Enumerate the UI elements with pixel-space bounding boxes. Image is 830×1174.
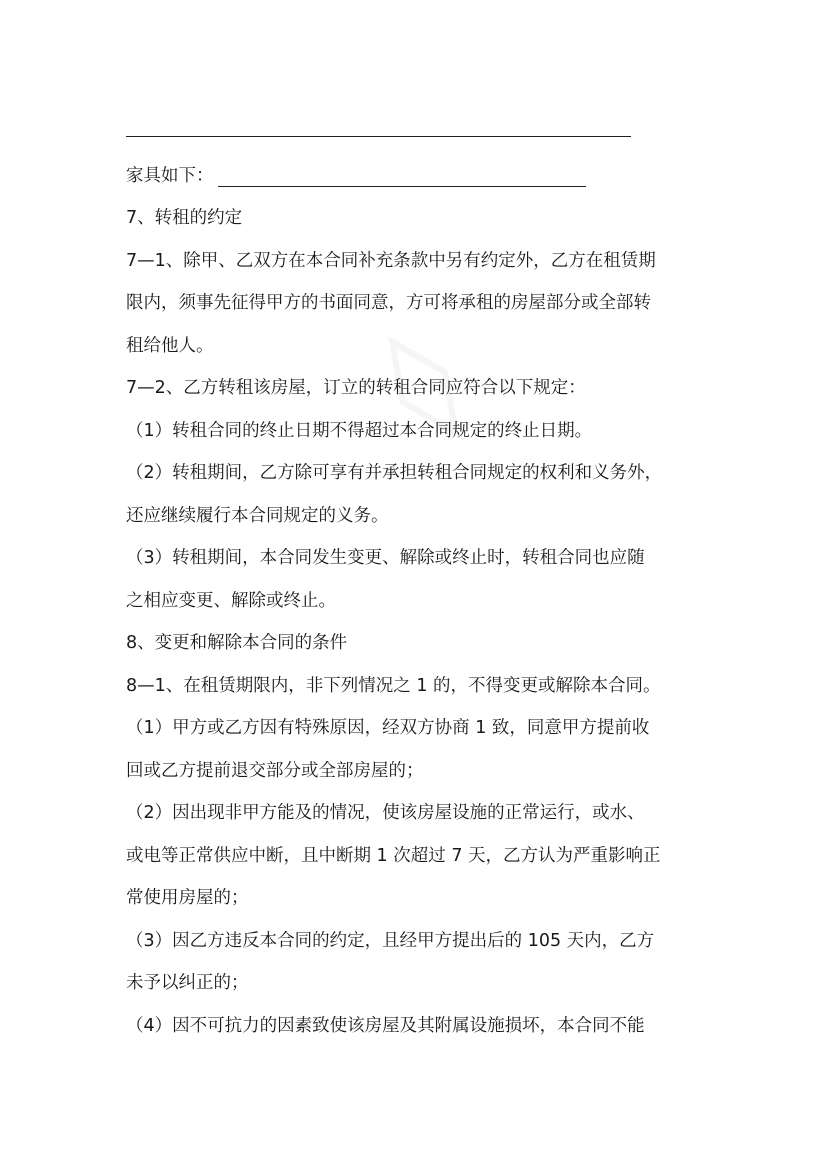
- clause-8-1-item-2-line-1: （2）因出现非甲方能及的情况，使该房屋设施的正常运行，或水、: [126, 803, 645, 823]
- clause-7-2-item-3-line-2: 之相应变更、解除或终止。: [126, 590, 336, 611]
- clause-8-1-item-2-line-3: 常使用房屋的；: [126, 888, 249, 908]
- clause-8-1-item-1-line-2: 回或乙方提前退交部分或全部房屋的；: [126, 760, 424, 781]
- clause-7-1-line-1: 7—1、除甲、乙双方在本合同补充条款中另有约定外，乙方在租赁期: [126, 250, 656, 271]
- clause-7-2-line-1: 7—2、乙方转租该房屋，订立的转租合同应符合以下规定：: [126, 378, 586, 398]
- clause-8-1-item-2-line-2: 或电等正常供应中断，且中断期 1 次超过 7 天，乙方认为严重影响正: [126, 845, 661, 866]
- fill-in-underline: [126, 136, 631, 137]
- section-8-heading: 8、变更和解除本合同的条件: [126, 633, 348, 653]
- blank-rule-line: [126, 112, 710, 155]
- clause-7-1-line-3: 租给他人。: [126, 335, 214, 356]
- furniture-label: 家具如下：: [126, 165, 214, 186]
- furniture-fill-underline: [218, 186, 586, 187]
- clause-7-1-line-2: 限内，须事先征得甲方的书面同意，方可将承租的房屋部分或全部转: [126, 293, 651, 313]
- clause-7-2-item-2-line-2: 还应继续履行本合同规定的义务。: [126, 505, 389, 526]
- section-7-heading: 7、转租的约定: [126, 208, 243, 228]
- clause-8-1-item-1-line-1: （1）甲方或乙方因有特殊原因，经双方协商 1 致，同意甲方提前收: [126, 718, 650, 738]
- clause-8-1-item-4-line-1: （4）因不可抗力的因素致使该房屋及其附属设施损坏，本合同不能: [126, 1015, 645, 1036]
- clause-7-2-item-2-line-1: （2）转租期间，乙方除可享有并承担转租合同规定的权利和义务外，: [126, 463, 663, 483]
- clause-7-2-item-1: （1）转租合同的终止日期不得超过本合同规定的终止日期。: [126, 420, 593, 441]
- document-body: [126, 112, 710, 1047]
- clause-8-1-item-3-line-2: 未予以纠正的；: [126, 973, 249, 993]
- clause-8-1-item-3-line-1: （3）因乙方违反本合同的约定，且经甲方提出后的 105 天内，乙方: [126, 930, 655, 951]
- clause-8-1-line-1: 8—1、在租赁期限内，非下列情况之 1 的，不得变更或解除本合同。: [126, 675, 661, 696]
- clause-7-2-item-3-line-1: （3）转租期间，本合同发生变更、解除或终止时，转租合同也应随: [126, 548, 645, 568]
- furniture-line: [126, 155, 710, 198]
- watermark: ◊: [356, 302, 493, 457]
